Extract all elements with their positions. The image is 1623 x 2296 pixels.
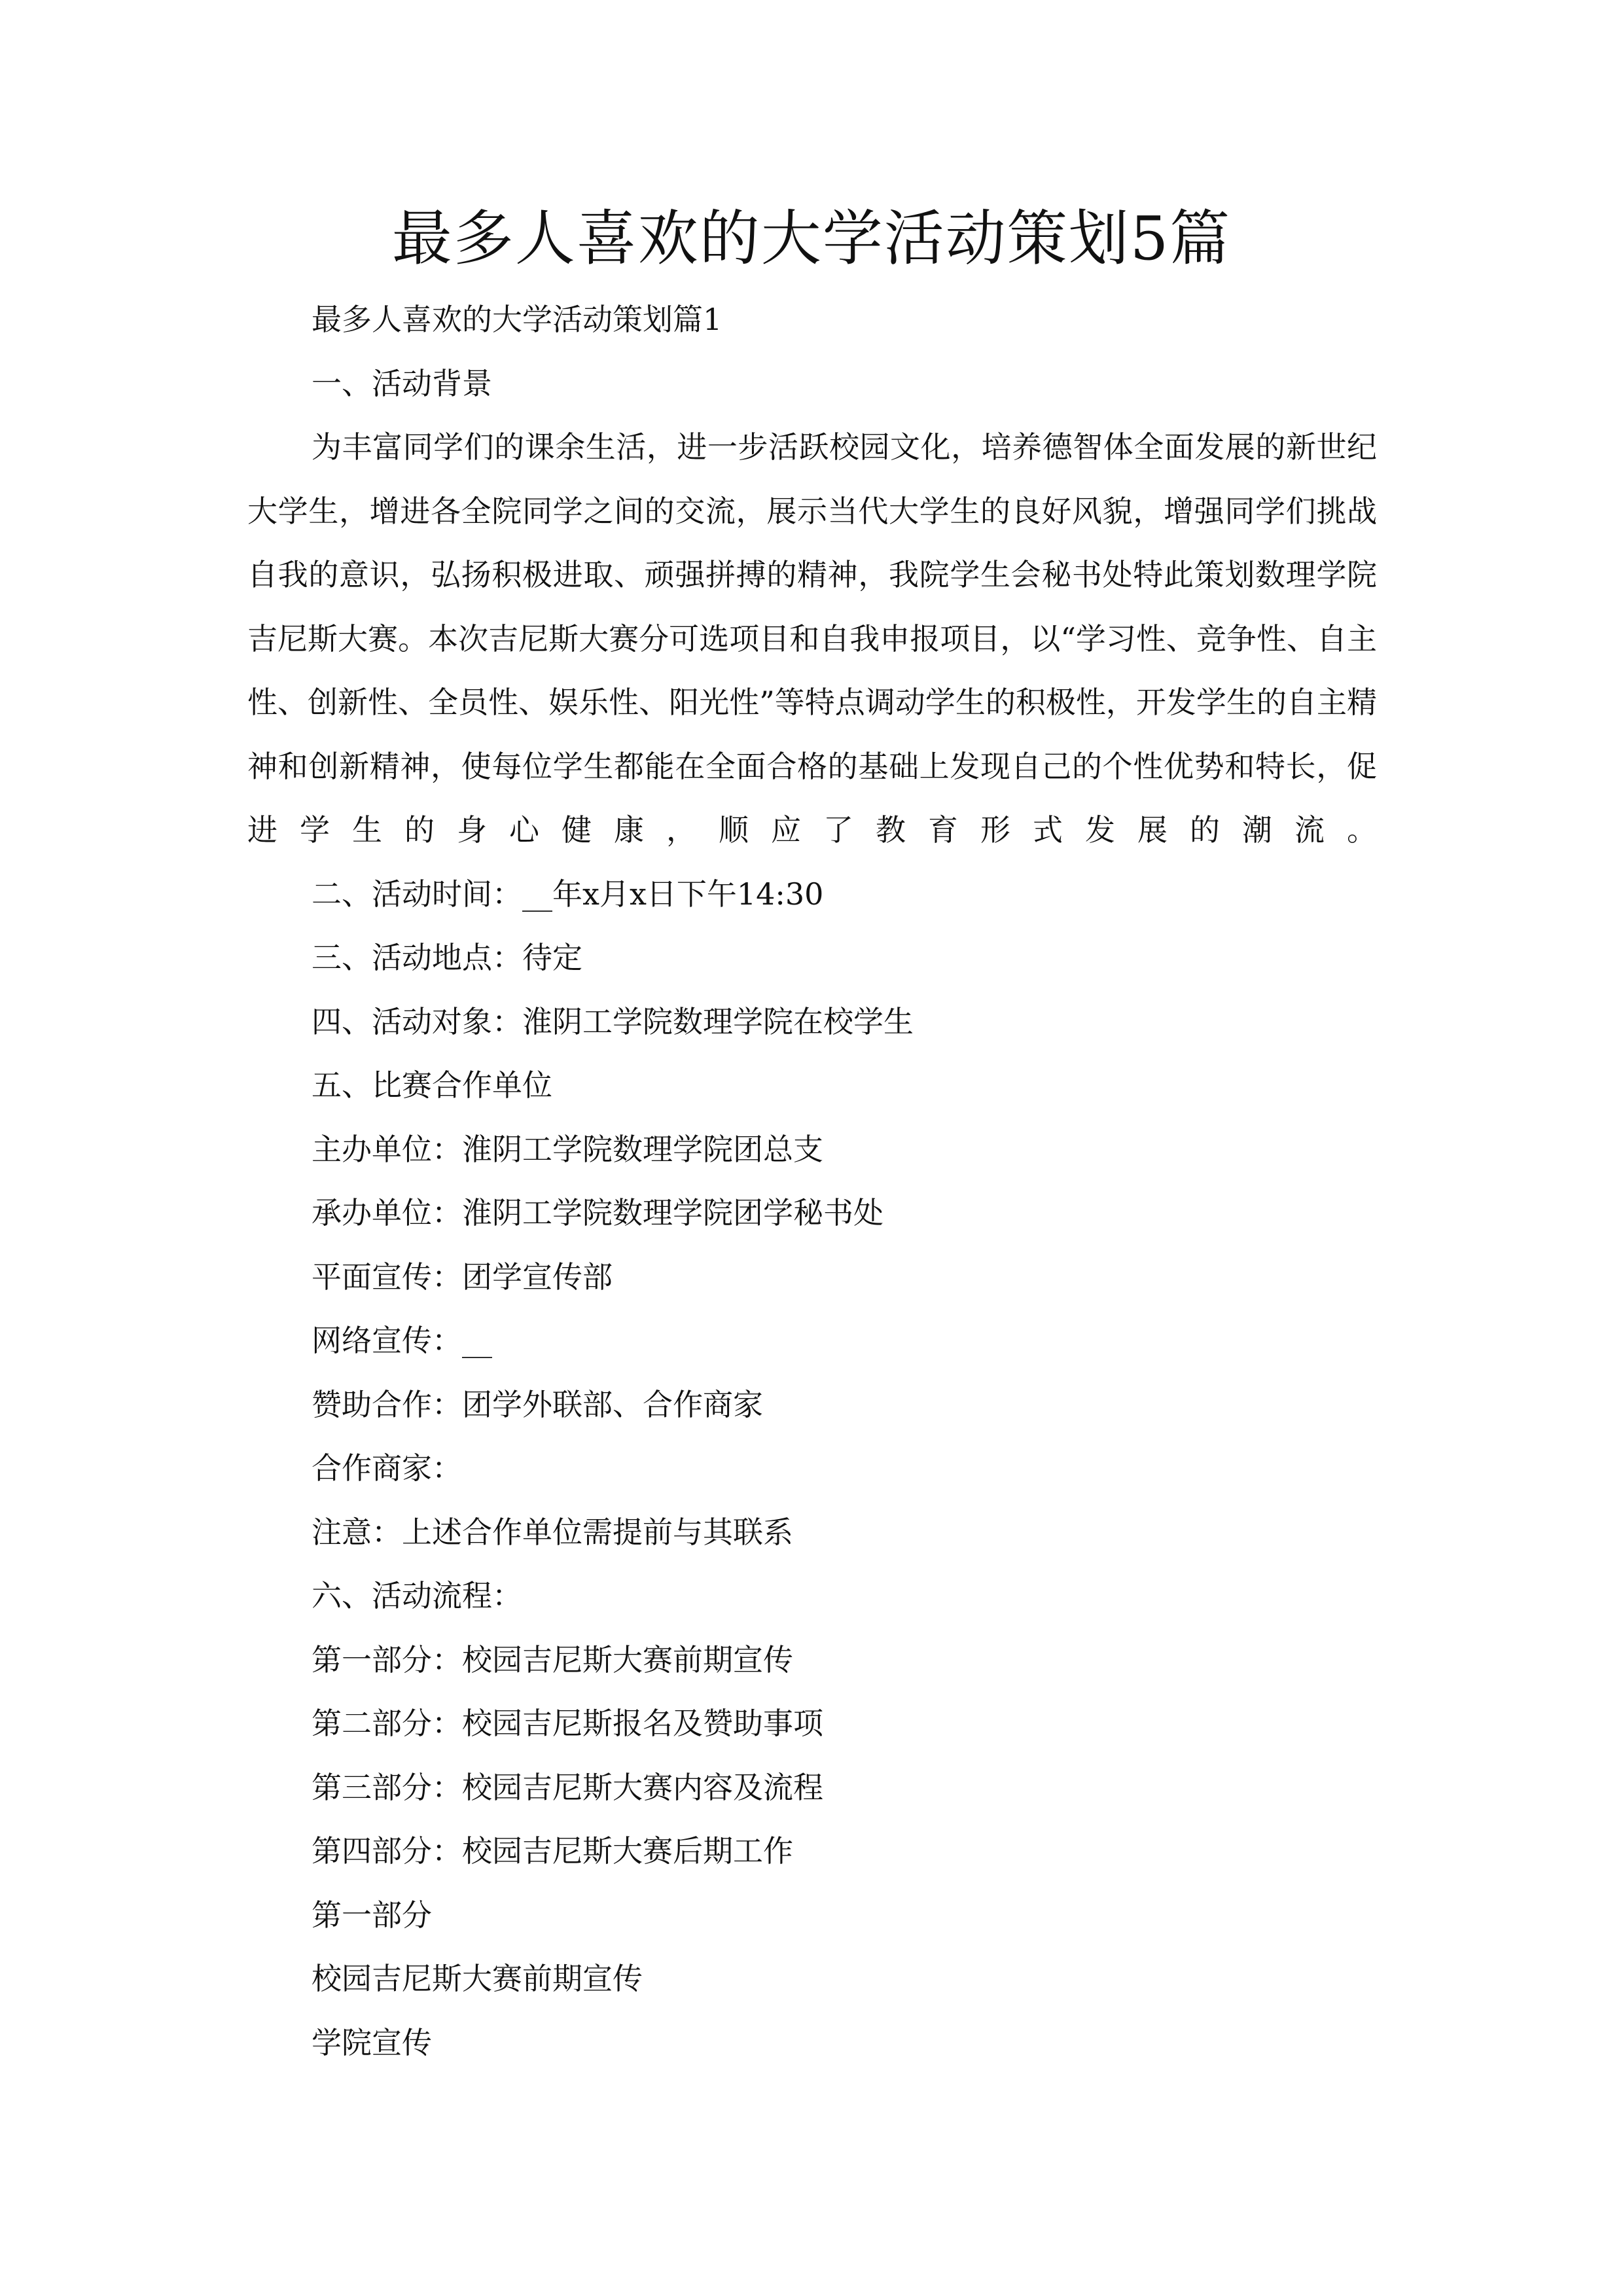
organizer-unit: 承办单位：淮阴工学院数理学院团学秘书处 bbox=[312, 1195, 883, 1230]
part-1-heading: 第一部分 bbox=[312, 1897, 432, 1933]
process-part-3: 第三部分：校园吉尼斯大赛内容及流程 bbox=[312, 1769, 823, 1805]
activity-location: 三、活动地点：待定 bbox=[312, 940, 582, 975]
college-promotion: 学院宣传 bbox=[312, 2024, 432, 2060]
part-1-title: 校园吉尼斯大赛前期宣传 bbox=[312, 1961, 643, 1996]
document-title: 最多人喜欢的大学活动策划5篇 bbox=[391, 204, 1232, 274]
print-promotion: 平面宣传：团学宣传部 bbox=[312, 1259, 613, 1295]
activity-time: 二、活动时间：__年x月x日下午14:30 bbox=[312, 876, 824, 912]
sponsor-cooperation: 赞助合作：团学外联部、合作商家 bbox=[312, 1386, 763, 1422]
process-part-4: 第四部分：校园吉尼斯大赛后期工作 bbox=[312, 1833, 793, 1869]
activity-target: 四、活动对象：淮阴工学院数理学院在校学生 bbox=[312, 1003, 914, 1039]
heading-process: 六、活动流程： bbox=[312, 1578, 522, 1613]
background-paragraph: 为丰富同学们的课余生活，进一步活跃校园文化，培养德智体全面发展的新世纪大学生，增进各全院同学之间的交流，展示当代大学生的良好风貌，增强同学们挑战自我的意识，弘扬积极进取、顽强拼搏的精神，我院学生会秘书处特此策划数理学院吉尼斯大赛。本次吉尼斯大赛分可选项目和自我申报项目，以“学习性、竞争性、自主性、创新性、全员性、娱乐性、阳光性”等特点调动学生的积极性，开发学生的自主精神和创新精神，使每位学生都能在全面合格的基础上发现自己的个性优势和特长，促进学生的身心健康，顺应了教育形式发展的潮流。 bbox=[247, 429, 1377, 848]
host-unit: 主办单位：淮阴工学院数理学院团总支 bbox=[312, 1131, 823, 1167]
online-promotion: 网络宣传：__ bbox=[312, 1323, 492, 1358]
heading-background: 一、活动背景 bbox=[312, 365, 492, 401]
section-subtitle: 最多人喜欢的大学活动策划篇1 bbox=[312, 302, 722, 337]
heading-partners: 五、比赛合作单位 bbox=[312, 1067, 552, 1103]
partner-merchants: 合作商家： bbox=[312, 1450, 462, 1486]
process-part-1: 第一部分：校园吉尼斯大赛前期宣传 bbox=[312, 1641, 793, 1677]
process-part-2: 第二部分：校园吉尼斯报名及赞助事项 bbox=[312, 1706, 823, 1741]
partner-note: 注意：上述合作单位需提前与其联系 bbox=[312, 1514, 793, 1550]
document-body bbox=[247, 288, 1377, 2075]
